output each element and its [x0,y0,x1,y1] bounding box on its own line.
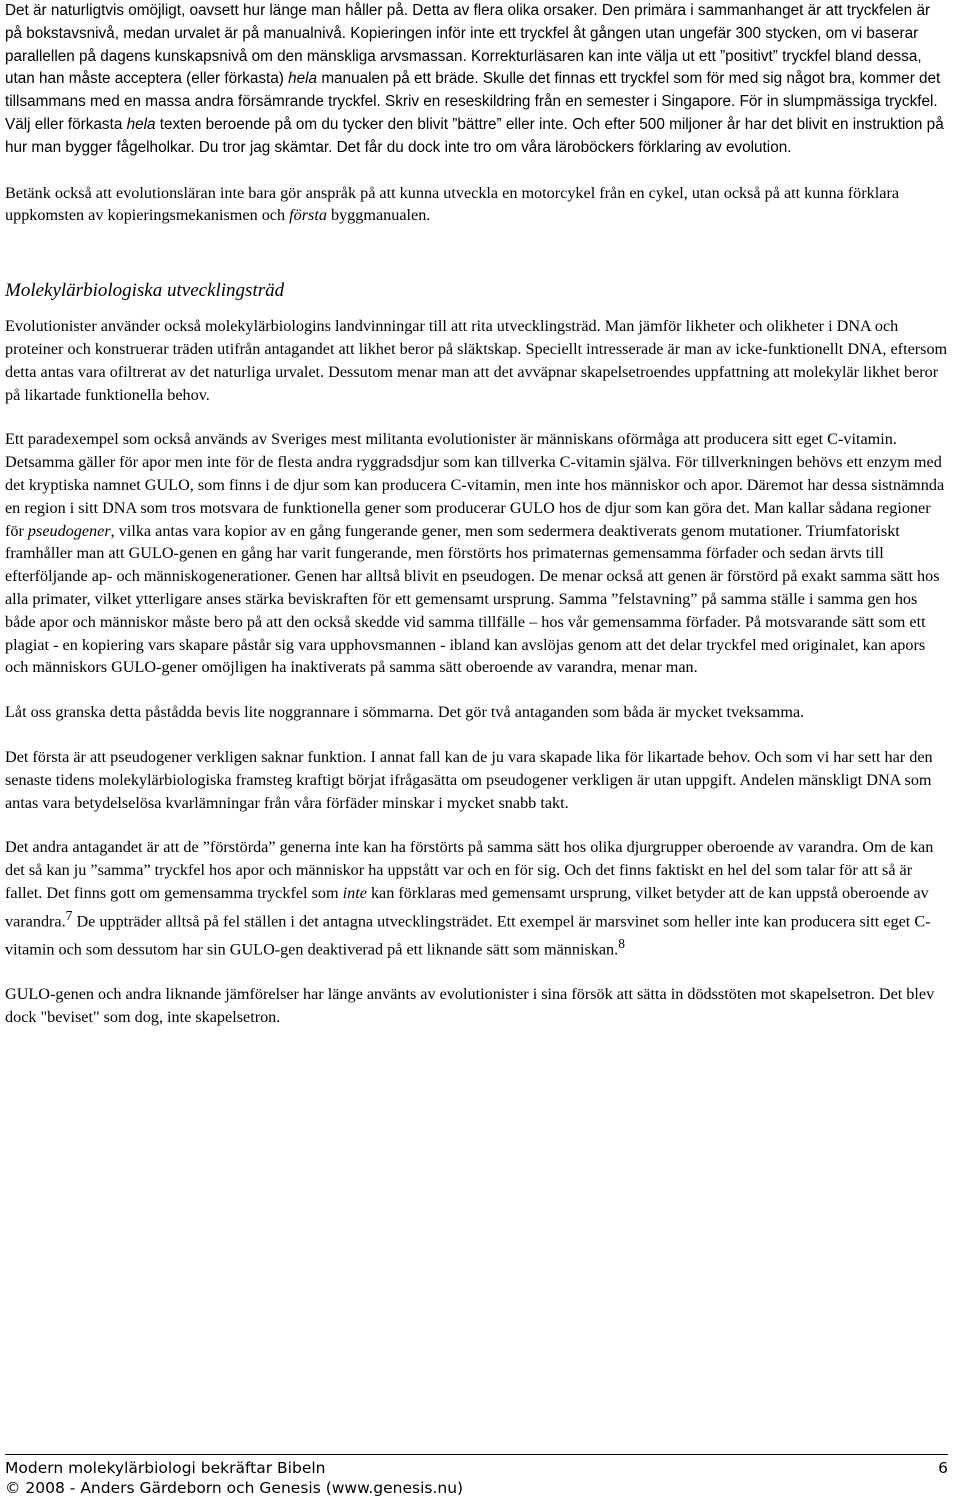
paragraph-1-emphasis: hela [126,115,156,133]
paragraph-7-emphasis: inte [342,883,367,902]
paragraph-1-emphasis: hela [288,70,318,88]
paragraph-2-emphasis: första [289,206,327,225]
paragraph-1 [5,0,948,160]
paragraph-7-text: kan förklaras med gemensamt ursprung, vilket betyder att de kan uppstå oberoende av varandra. [5,883,929,931]
paragraph-4-emphasis: pseudogener [27,521,111,540]
footnote-ref[interactable]: 7 [65,907,73,923]
footer-title: Modern molekylärbiologi bekräftar Bibeln [5,1459,326,1477]
paragraph-4-text: Ett paradexempel som också används av Sveriges mest militanta evolutionister är människans oförmåga att producera sitt eget C-vitamin. Detsamma gäller för apor men inte för de flesta andra ryggradsdjur som kan tillverka C-vitamin själva. För tillverkningen behövs ett enzym med det kryptiska namnet GULO, som finns i de djur som kan producera C-vitamin, men inte hos människor och apor. Däremot har dessa sistnämnda en region i sitt DNA som tros motsvara de funktionella gener som producerar GULO hos de djur som kan göra det. Man kallar sådana regioner för [5,430,945,540]
footer-copyright: © 2008 - Anders Gärdeborn och Genesis (www.genesis.nu) [5,1479,464,1497]
document-body [5,0,948,1029]
paragraph-2-text: byggmanualen. [330,206,431,225]
paragraph-7-text: Det andra antagandet är att de ”förstörda” generna inte kan ha förstörts på samma sätt hos olika djurgrupper oberoende av varandra. Om de kan det så kan ju ”samma” tryckfel hos apor och människor ha uppstått var och en för sig. Och det finns faktiskt en hel del som talar för att så är fallet. Det finns gott om gemensamma tryckfel som [5,838,934,902]
page-number: 6 [938,1459,948,1477]
paragraph-1-text: Det är naturligtvis omöjligt, oavsett hur länge man håller på. Detta av flera olika orsaker. Den primära i sammanhanget är att tryckfelen är på bokstavsnivå, medan urvalet är på manualnivå. Kopieringen inför inte ett tryckfel åt gången utan ungefär 300 stycken, om vi baserar parallellen på dagens kunskapsnivå om den mänskliga arvsmassan. Korrekturläsaren kan inte välja ut ett ”positivt” tryckfel bland dessa, utan han måste acceptera (eller förkasta) [5,2,931,88]
paragraph-1-text: texten beroende på om du tycker den blivit ”bättre” eller inte. Och efter 500 miljoner år har det blivit en instruktion på hur man bygger fågelholkar. Du tror jag skämtar. Det får du dock inte tro om våra läroböckers förklaring av evolution. [5,115,944,156]
paragraph-5: Låt oss granska detta påstådda bevis lite noggrannare i sömmarna. Det gör två antaganden som båda är mycket tveksamma. [5,703,805,722]
paragraph-7 [5,836,948,961]
paragraph-8: GULO-genen och andra liknande jämförelser har länge använts av evolutionister i sina försök att sätta in dödsstöten mot skapelsetron. Det blev dock "beviset" som dog, inte skapelsetron. [5,985,935,1026]
footer-row [5,1458,948,1478]
footnote-ref[interactable]: 8 [618,935,625,951]
paragraph-6: Det första är att pseudogener verkligen saknar funktion. I annat fall kan de ju vara skapade lika för likartade behov. Och som vi har sett har den senaste tidens molekylärbiologiska framsteg kraftigt börjat ifrågasätta om pseudogener verkligen är utan uppgift. Andelen mänskligt DNA som antas vara betydelselösa kvarlämningar från våra förfäder minskar i mycket snabb takt. [5,747,933,812]
section-heading: Molekylärbiologiska utvecklingsträd [5,280,285,302]
paragraph-2 [5,182,948,228]
paragraph-1-text: manualen på ett bräde. Skulle det finnas ett tryckfel som för med sig något bra, kommer det tillsammans med en massa andra försämrande tryckfel. Skriv en reseskildring från en semester i Singapore. För in slumpmässiga tryckfel. Välj eller förkasta [5,70,941,133]
paragraph-3: Evolutionister använder också molekylärbiologins landvinningar till att rita utvecklingsträd. Man jämför likheter och olikheter i DNA och proteiner och konstruerar träden utifrån antagandet att likhet beror på släktskap. Speciellt intresserade är man av icke-funktionellt DNA, eftersom detta antas vara ofiltrerat av det naturliga urvalet. Dessutom menar man att det avväpnar skapelsetroendes uppfattning att molekylär likhet beror på likartade funktionella behov. [5,317,948,404]
paragraph-2-text: Betänk också att evolutionsläran inte bara gör anspråk på att kunna utveckla en motorcykel från en cykel, utan också på att kunna förklara uppkomsten av kopieringsmekanismen och [5,183,900,225]
paragraph-4 [5,428,948,679]
paragraph-7-text: De uppträder alltså på fel ställen i det antagna utvecklingsträdet. Ett exempel är marsvinet som heller inte kan producera sitt eget C-vitamin och som dessutom har sin GULO-gen deaktiverad på ett liknande sätt som människan. [5,912,931,959]
page-footer [5,1454,948,1498]
paragraph-4-text: , vilka antas vara kopior av en gång fungerande gener, men som sedermera deaktiverats genom mutationer. Triumfatoriskt framhåller man att GULO-genen en gång har varit fungerande, men förstörts hos primaternas gemensamma förfader och sedan ärvts till efterföljande ap- och människogenerationer. Genen har alltså blivit en pseudogen. De menar också att genen är förstörd på exakt samma sätt hos alla primater, vilket ytterligare anses stärka beviskraften för ett gemensamt ursprung. Samma ”felstavning” på samma ställe i samma gen hos både apor och människor måste bero på att den också skedde vid samma tillfälle – hos vår gemensamma förfader. På motsvarande sätt som ett plagiat - en kopiering vars skapare påstår sig vara upphovsmannen - ibland kan avslöjas genom att det delar tryckfel med originalet, kan apors och människors GULO-gener omöjligen ha inaktiverats på samma sätt oberoende av varandra, menar man. [5,521,940,677]
